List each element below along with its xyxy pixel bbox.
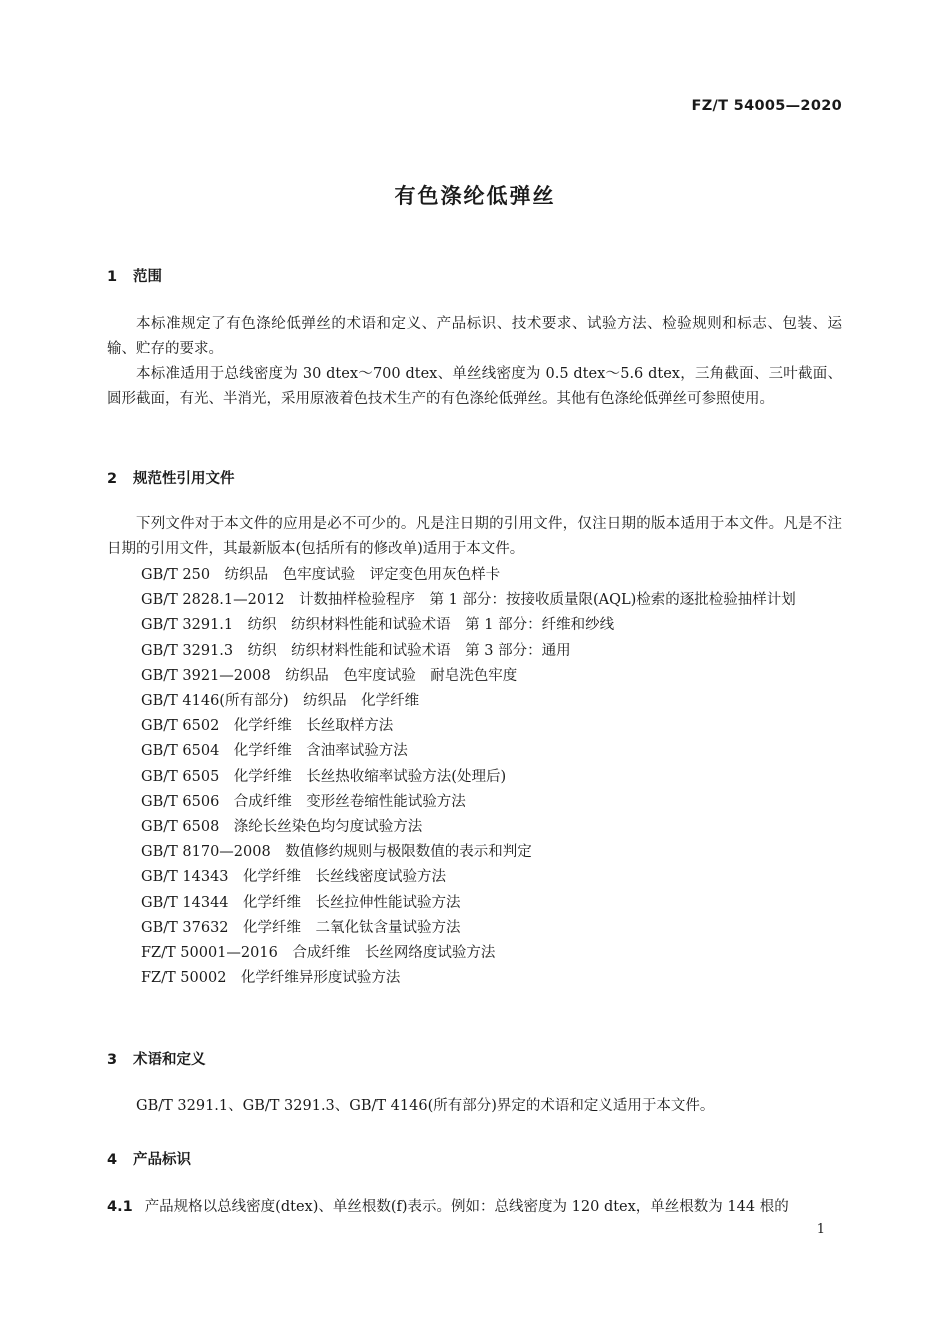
reference-item: GB/T 37632 化学纤维 二氧化钛含量试验方法	[141, 919, 461, 936]
section-number: 1	[107, 269, 118, 285]
section-4-heading	[107, 1148, 191, 1169]
section-title: 规范性引用文件	[133, 471, 235, 487]
scope-paragraph: 本标准适用于总线密度为 30 dtex～700 dtex、单丝线密度为 0.5 dtex～5.6 dtex，三角截面、三叶截面、圆形截面，有光、半消光，采用原液着色技术生产的有色涤纶低弹丝。其他有色涤纶低弹丝可参照使用。	[107, 366, 842, 407]
reference-item: GB/T 6506 合成纤维 变形丝卷缩性能试验方法	[141, 793, 466, 810]
section-title: 术语和定义	[133, 1052, 206, 1068]
section-number: 2	[107, 471, 118, 487]
reference-item: GB/T 6504 化学纤维 含油率试验方法	[141, 743, 408, 760]
reference-item: FZ/T 50001—2016 合成纤维 长丝网络度试验方法	[141, 945, 496, 962]
section-number: 3	[107, 1052, 118, 1068]
reference-list	[107, 563, 842, 991]
reference-item: GB/T 6508 涤纶长丝染色均匀度试验方法	[141, 819, 423, 836]
reference-item: GB/T 4146(所有部分) 纺织品 化学纤维	[141, 693, 420, 710]
section-number: 4	[107, 1152, 118, 1168]
clause-text: 产品规格以总线密度(dtex)、单丝根数(f)表示。例如：总线密度为 120 dtex，单丝根数为 144 根的	[144, 1199, 789, 1215]
section-3-heading	[107, 1048, 206, 1069]
section-title: 产品标识	[133, 1152, 191, 1168]
reference-item: FZ/T 50002 化学纤维异形度试验方法	[141, 970, 401, 987]
terms-paragraph: GB/T 3291.1、GB/T 3291.3、GB/T 4146(所有部分)界定的术语和定义适用于本文件。	[136, 1098, 715, 1114]
reference-item: GB/T 2828.1—2012 计数抽样检验程序 第 1 部分：按接收质量限(AQL)检索的逐批检验抽样计划	[141, 592, 796, 609]
reference-item: GB/T 3291.3 纺织 纺织材料性能和试验术语 第 3 部分：通用	[141, 642, 571, 659]
section-2-heading	[107, 467, 235, 488]
references-intro: 下列文件对于本文件的应用是必不可少的。凡是注日期的引用文件，仅注日期的版本适用于本文件。凡是不注日期的引用文件，其最新版本(包括所有的修改单)适用于本文件。	[107, 516, 842, 557]
reference-item: GB/T 14344 化学纤维 长丝拉伸性能试验方法	[141, 894, 461, 911]
reference-item: GB/T 8170—2008 数值修约规则与极限数值的表示和判定	[141, 844, 532, 861]
section-title: 范围	[133, 269, 162, 285]
page-number: 1	[816, 1222, 825, 1237]
section-1-heading	[107, 265, 162, 286]
reference-item: GB/T 6502 化学纤维 长丝取样方法	[141, 718, 394, 735]
scope-paragraph: 本标准规定了有色涤纶低弹丝的术语和定义、产品标识、技术要求、试验方法、检验规则和标志、包装、运输、贮存的要求。	[107, 316, 842, 357]
reference-item: GB/T 3291.1 纺织 纺织材料性能和试验术语 第 1 部分：纤维和纱线	[141, 617, 615, 634]
reference-item: GB/T 3921—2008 纺织品 色牢度试验 耐皂洗色牢度	[141, 667, 518, 684]
document-title: 有色涤纶低弹丝	[394, 184, 556, 208]
clause-4-1	[107, 1195, 842, 1220]
reference-item: GB/T 6505 化学纤维 长丝热收缩率试验方法(处理后)	[141, 768, 507, 785]
reference-item: GB/T 250 纺织品 色牢度试验 评定变色用灰色样卡	[141, 567, 501, 583]
standard-code: FZ/T 54005—2020	[691, 98, 842, 114]
clause-number: 4.1	[107, 1199, 133, 1215]
reference-item: GB/T 14343 化学纤维 长丝线密度试验方法	[141, 869, 447, 886]
